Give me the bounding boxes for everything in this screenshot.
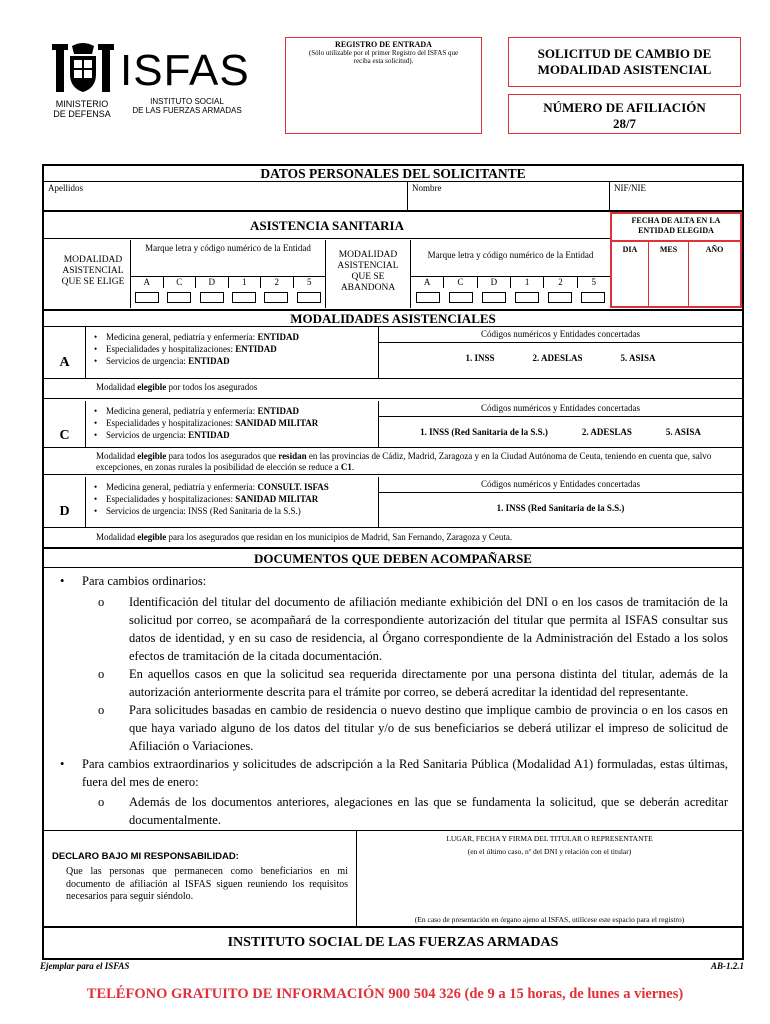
firma-note: (en el último caso, nº del DNI y relación con el titular) (467, 847, 632, 856)
modalidad-item: • Servicios de urgencia: ENTIDAD (92, 355, 372, 367)
ministry-line: DE DEFENSA (53, 109, 111, 119)
abandona-line: ASISTENCIAL (337, 261, 399, 271)
mes-label: MES (659, 245, 678, 254)
afiliacion-label: NÚMERO DE AFILIACIÓN (543, 100, 706, 115)
code-checkbox-2[interactable] (264, 292, 288, 303)
form-title-box (508, 37, 741, 87)
nif-field[interactable] (610, 182, 742, 211)
modalidad-item: • Medicina general, pediatría y enfermería: ENTIDAD (92, 405, 372, 417)
elige-line: ASISTENCIAL (62, 266, 124, 276)
personal-section-title: DATOS PERSONALES DEL SOLICITANTE (260, 166, 526, 181)
abandona-line: MODALIDAD (338, 250, 398, 260)
afiliacion-box[interactable] (508, 94, 741, 134)
modalidad-items (92, 331, 372, 367)
modalidad-abandona-label (326, 250, 410, 294)
declaro-text: Que las personas que permanecen como beneficiarios en mi documento de afiliación al ISFAS siguen reuniendo los requisitos necesarios para seguir siéndolo. (66, 866, 348, 902)
form-title-line: MODALIDAD ASISTENCIAL (537, 62, 712, 77)
entidad-item: 2. ADESLAS (532, 353, 583, 363)
entidades-list (379, 353, 742, 363)
code-label: A (131, 277, 164, 288)
modalidad-letter: A (44, 327, 86, 378)
elige-code-group (130, 240, 326, 308)
extraordinarios-label: Para cambios extraordinarios y solicitudes de adscripción a la Red Sanitaria Pública (Modalidad A1) formuladas, estas últimas, fuera del mes de enero: (82, 757, 728, 789)
entidades-box (378, 327, 742, 378)
nif-label: NIF/NIE (614, 183, 646, 193)
marque-label: Marque letra y código numérico de la Entidad (427, 250, 594, 260)
registro-entrada-box[interactable] (285, 37, 482, 134)
doc-subitem-4: o Además de los documentos anteriores, alegaciones en las que se fundamenta la solicitud, que se deberán acreditar documentalmente. (98, 795, 728, 827)
institute-line: INSTITUTO SOCIAL (150, 97, 224, 106)
institute-line: DE LAS FUERZAS ARMADAS (132, 106, 242, 115)
doc-subitem-3: o Para solicitudes basadas en cambio de residencia o nuevo destino que implique cambio de provincia o en los casos en que haya variado alguno de los datos del titular y/o de sus beneficiarios se deberá utilizar el impreso de solicitud de Afiliación o Variaciones. (98, 703, 728, 753)
code-checkbox-1[interactable] (232, 292, 256, 303)
modalidad-letter: C (44, 401, 86, 447)
asistencia-title: ASISTENCIA SANITARIA (249, 218, 404, 233)
form-code: AB-1.2.1 (710, 961, 744, 971)
entidad-item: 5. ASISA (665, 427, 701, 437)
telefono-info: TELÉFONO GRATUITO DE INFORMACIÓN 900 504 326 (de 9 a 15 horas, de lunes a viernes) (86, 986, 684, 1002)
firma-title: LUGAR, FECHA Y FIRMA DEL TITULAR O REPRESENTANTE (446, 834, 653, 843)
modalidades-title: MODALIDADES ASISTENCIALES (44, 309, 742, 327)
fecha-alta-title: FECHA DE ALTA EN LA ENTIDAD ELEGIDA (612, 214, 740, 242)
abandona-line: ABANDONA (340, 283, 396, 293)
doc-subitem-text: Identificación del titular del documento de afiliación mediante exhibición del DNI o en los casos de tramitación de la solicitud por correo, se acompañará de la correspondiente autorización del titular que permita al ISFAS consultar sus datos de identidad, y en su caso de residencia, al Órgano correspondiente de la Administración del Estado a los solos efectos de tramitación de la citada documentación. (129, 595, 728, 663)
anio-label: AÑO (705, 245, 724, 254)
abandona-line: QUE SE (351, 272, 385, 282)
afiliacion-value: 28/7 (612, 116, 637, 131)
doc-subitem-1: o Identificación del titular del documento de afiliación mediante exhibición del DNI o en los casos de tramitación de la solicitud por correo, se acompañará de la correspondiente autorización del titular que permita al ISFAS consultar sus datos de identidad, y en su caso de residencia, al Órgano correspondiente de la Administración del Estado a los solos efectos de tramitación de la citada documentación. (98, 595, 728, 663)
doc-subitem-text: Además de los documentos anteriores, alegaciones en las que se fundamenta la solicitud, que se deberán acreditar documentalmente. (129, 795, 728, 827)
code-checkboxes (131, 288, 325, 303)
footer-institute: INSTITUTO SOCIAL DE LAS FUERZAS ARMADAS (227, 935, 559, 950)
institute-label (132, 97, 242, 115)
entidad-item: 1. INSS (Red Sanitaria de la S.S.) (420, 427, 548, 437)
code-label: C (164, 277, 197, 288)
entidad-item: 2. ADESLAS (581, 427, 632, 437)
entidad-item: 5. ASISA (620, 353, 656, 363)
entidad-item: 1. INSS (465, 353, 495, 363)
fecha-cols (612, 242, 740, 306)
documentos-divider (44, 567, 742, 568)
code-label: A (411, 277, 444, 288)
entidades-list (379, 427, 742, 437)
modalidad-row-d (44, 477, 742, 549)
modalidad-item: • Especialidades y hospitalizaciones: SANIDAD MILITAR (92, 417, 372, 429)
dia-label: DIA (622, 245, 638, 254)
modalidad-letter: D (44, 477, 86, 527)
declaro-title: DECLARO BAJO MI RESPONSABILIDAD: (52, 851, 239, 862)
modalidad-note: Modalidad elegible por todos los asegurados (44, 378, 742, 399)
modalidad-item: • Medicina general, pediatría y enfermería: CONSULT. ISFAS (92, 481, 372, 493)
code-checkbox-1[interactable] (515, 292, 539, 303)
code-label: 5 (307, 277, 312, 287)
elige-line: MODALIDAD (63, 255, 123, 265)
fecha-dia-field[interactable] (612, 242, 649, 306)
doc-subitem-text: En aquellos casos en que la solicitud sea requerida directamente por una persona distinta del titular, además de la autorización anteriormente descrita para el trámite por correo, se deberá acreditar la identidad del representante. (129, 667, 728, 699)
codigos-header: Códigos numéricos y Entidades concertadas (379, 401, 742, 417)
code-checkbox-d[interactable] (200, 292, 224, 303)
apellidos-field[interactable] (44, 182, 408, 211)
code-label: C (444, 277, 477, 288)
entidades-box (378, 477, 742, 527)
code-checkbox-a[interactable] (416, 292, 440, 303)
nombre-field[interactable] (408, 182, 610, 211)
entidad-item: 1. INSS (Red Sanitaria de la S.S.) (496, 503, 625, 513)
registro-note: (Sólo utilizable por el primer Registro del ISFAS que reciba esta solicitud). (308, 49, 459, 65)
code-label: 5 (591, 277, 597, 287)
code-label: D (196, 277, 229, 288)
modalidad-note: Modalidad elegible para todos los asegurados que residan en las provincias de Cádiz, Madrid, Zaragoza y en la Ciudad Autónoma de Ceuta, teniendo en cuenta que, salvo excepciones, en zonas rurales la posibilidad de elección se reduce a C1. (44, 447, 742, 475)
fecha-alta-box (610, 212, 742, 308)
modalidad-item: • Servicios de urgencia: INSS (Red Sanitaria de la S.S.) (92, 505, 372, 517)
coat-of-arms-icon (48, 42, 118, 98)
modalidad-item: • Servicios de urgencia: ENTIDAD (92, 429, 372, 441)
firma-box[interactable] (356, 830, 742, 928)
code-letters (131, 276, 325, 288)
code-label: 2 (544, 277, 577, 288)
modalidad-item: • Especialidades y hospitalizaciones: ENTIDAD (92, 343, 372, 355)
codigos-header: Códigos numéricos y Entidades concertadas (379, 477, 742, 493)
nombre-label: Nombre (412, 183, 442, 193)
fecha-anio-field[interactable] (689, 242, 740, 306)
ordinarios-label: Para cambios ordinarios: (82, 574, 207, 588)
ejemplar-label: Ejemplar para el ISFAS (40, 961, 130, 971)
form-title-line: SOLICITUD DE CAMBIO DE (537, 46, 712, 61)
abandona-code-group (410, 240, 610, 308)
modalidad-row-a (44, 327, 742, 399)
modalidad-item: • Especialidades y hospitalizaciones: SANIDAD MILITAR (92, 493, 372, 505)
registro-title: REGISTRO DE ENTRADA (335, 40, 432, 49)
code-checkbox-c[interactable] (449, 292, 473, 303)
code-label: D (478, 277, 511, 288)
modalidad-row-c (44, 401, 742, 475)
ordinarios-item: • Para cambios ordinarios: (60, 574, 207, 588)
code-letters (411, 276, 610, 288)
code-label: 1 (229, 277, 262, 288)
code-label: 1 (511, 277, 544, 288)
doc-subitem-2: o En aquellos casos en que la solicitud sea requerida directamente por una persona distinta del titular, además de la autorización anteriormente descrita para el trámite por correo, se deberá acreditar la identidad del representante. (98, 667, 728, 699)
modalidad-elige-label (44, 255, 142, 288)
form-title (509, 46, 740, 78)
extraordinarios-item: • Para cambios extraordinarios y solicitudes de adscripción a la Red Sanitaria Pública (Modalidad A1) formuladas, estas últimas, fuera del mes de enero: (60, 757, 728, 789)
entidades-box (378, 401, 742, 447)
code-checkbox-d[interactable] (482, 292, 506, 303)
modalidad-item: • Medicina general, pediatría y enfermería: ENTIDAD (92, 331, 372, 343)
logo-text: ISFAS (120, 46, 250, 95)
fecha-mes-field[interactable] (649, 242, 689, 306)
modalidad-items (92, 481, 372, 517)
code-checkbox-5[interactable] (581, 292, 605, 303)
code-checkbox-a[interactable] (135, 292, 159, 303)
doc-subitem-text: Para solicitudes basadas en cambio de residencia o nuevo destino que implique cambio de provincia o en los casos en que haya variado alguno de los datos del titular y/o de sus beneficiarios se deberá utilizar el impreso de solicitud de Afiliación o Variaciones. (129, 703, 728, 753)
firma-footer: (En caso de presentación en órgano ajeno al ISFAS, utilícese este espacio para el registro) (414, 915, 685, 924)
apellidos-label: Apellidos (48, 183, 83, 193)
code-label: 2 (261, 277, 294, 288)
modalidad-items (92, 405, 372, 441)
marque-label: Marque letra y código numérico de la Entidad (145, 243, 311, 253)
modalidad-note: Modalidad elegible para los asegurados que residan en los municipios de Madrid, San Fernando, Zaragoza y Ceuta. (44, 527, 742, 549)
codigos-header: Códigos numéricos y Entidades concertadas (379, 327, 742, 343)
entidades-list (379, 503, 742, 513)
code-checkbox-c[interactable] (167, 292, 191, 303)
elige-line: QUE SE ELIGE (61, 277, 125, 287)
documentos-title: DOCUMENTOS QUE DEBEN ACOMPAÑARSE (254, 551, 532, 566)
code-checkbox-2[interactable] (548, 292, 572, 303)
code-checkboxes (411, 288, 610, 303)
ministry-line: MINISTERIO (55, 99, 109, 109)
code-checkbox-5[interactable] (297, 292, 321, 303)
ministry-label (50, 99, 114, 119)
